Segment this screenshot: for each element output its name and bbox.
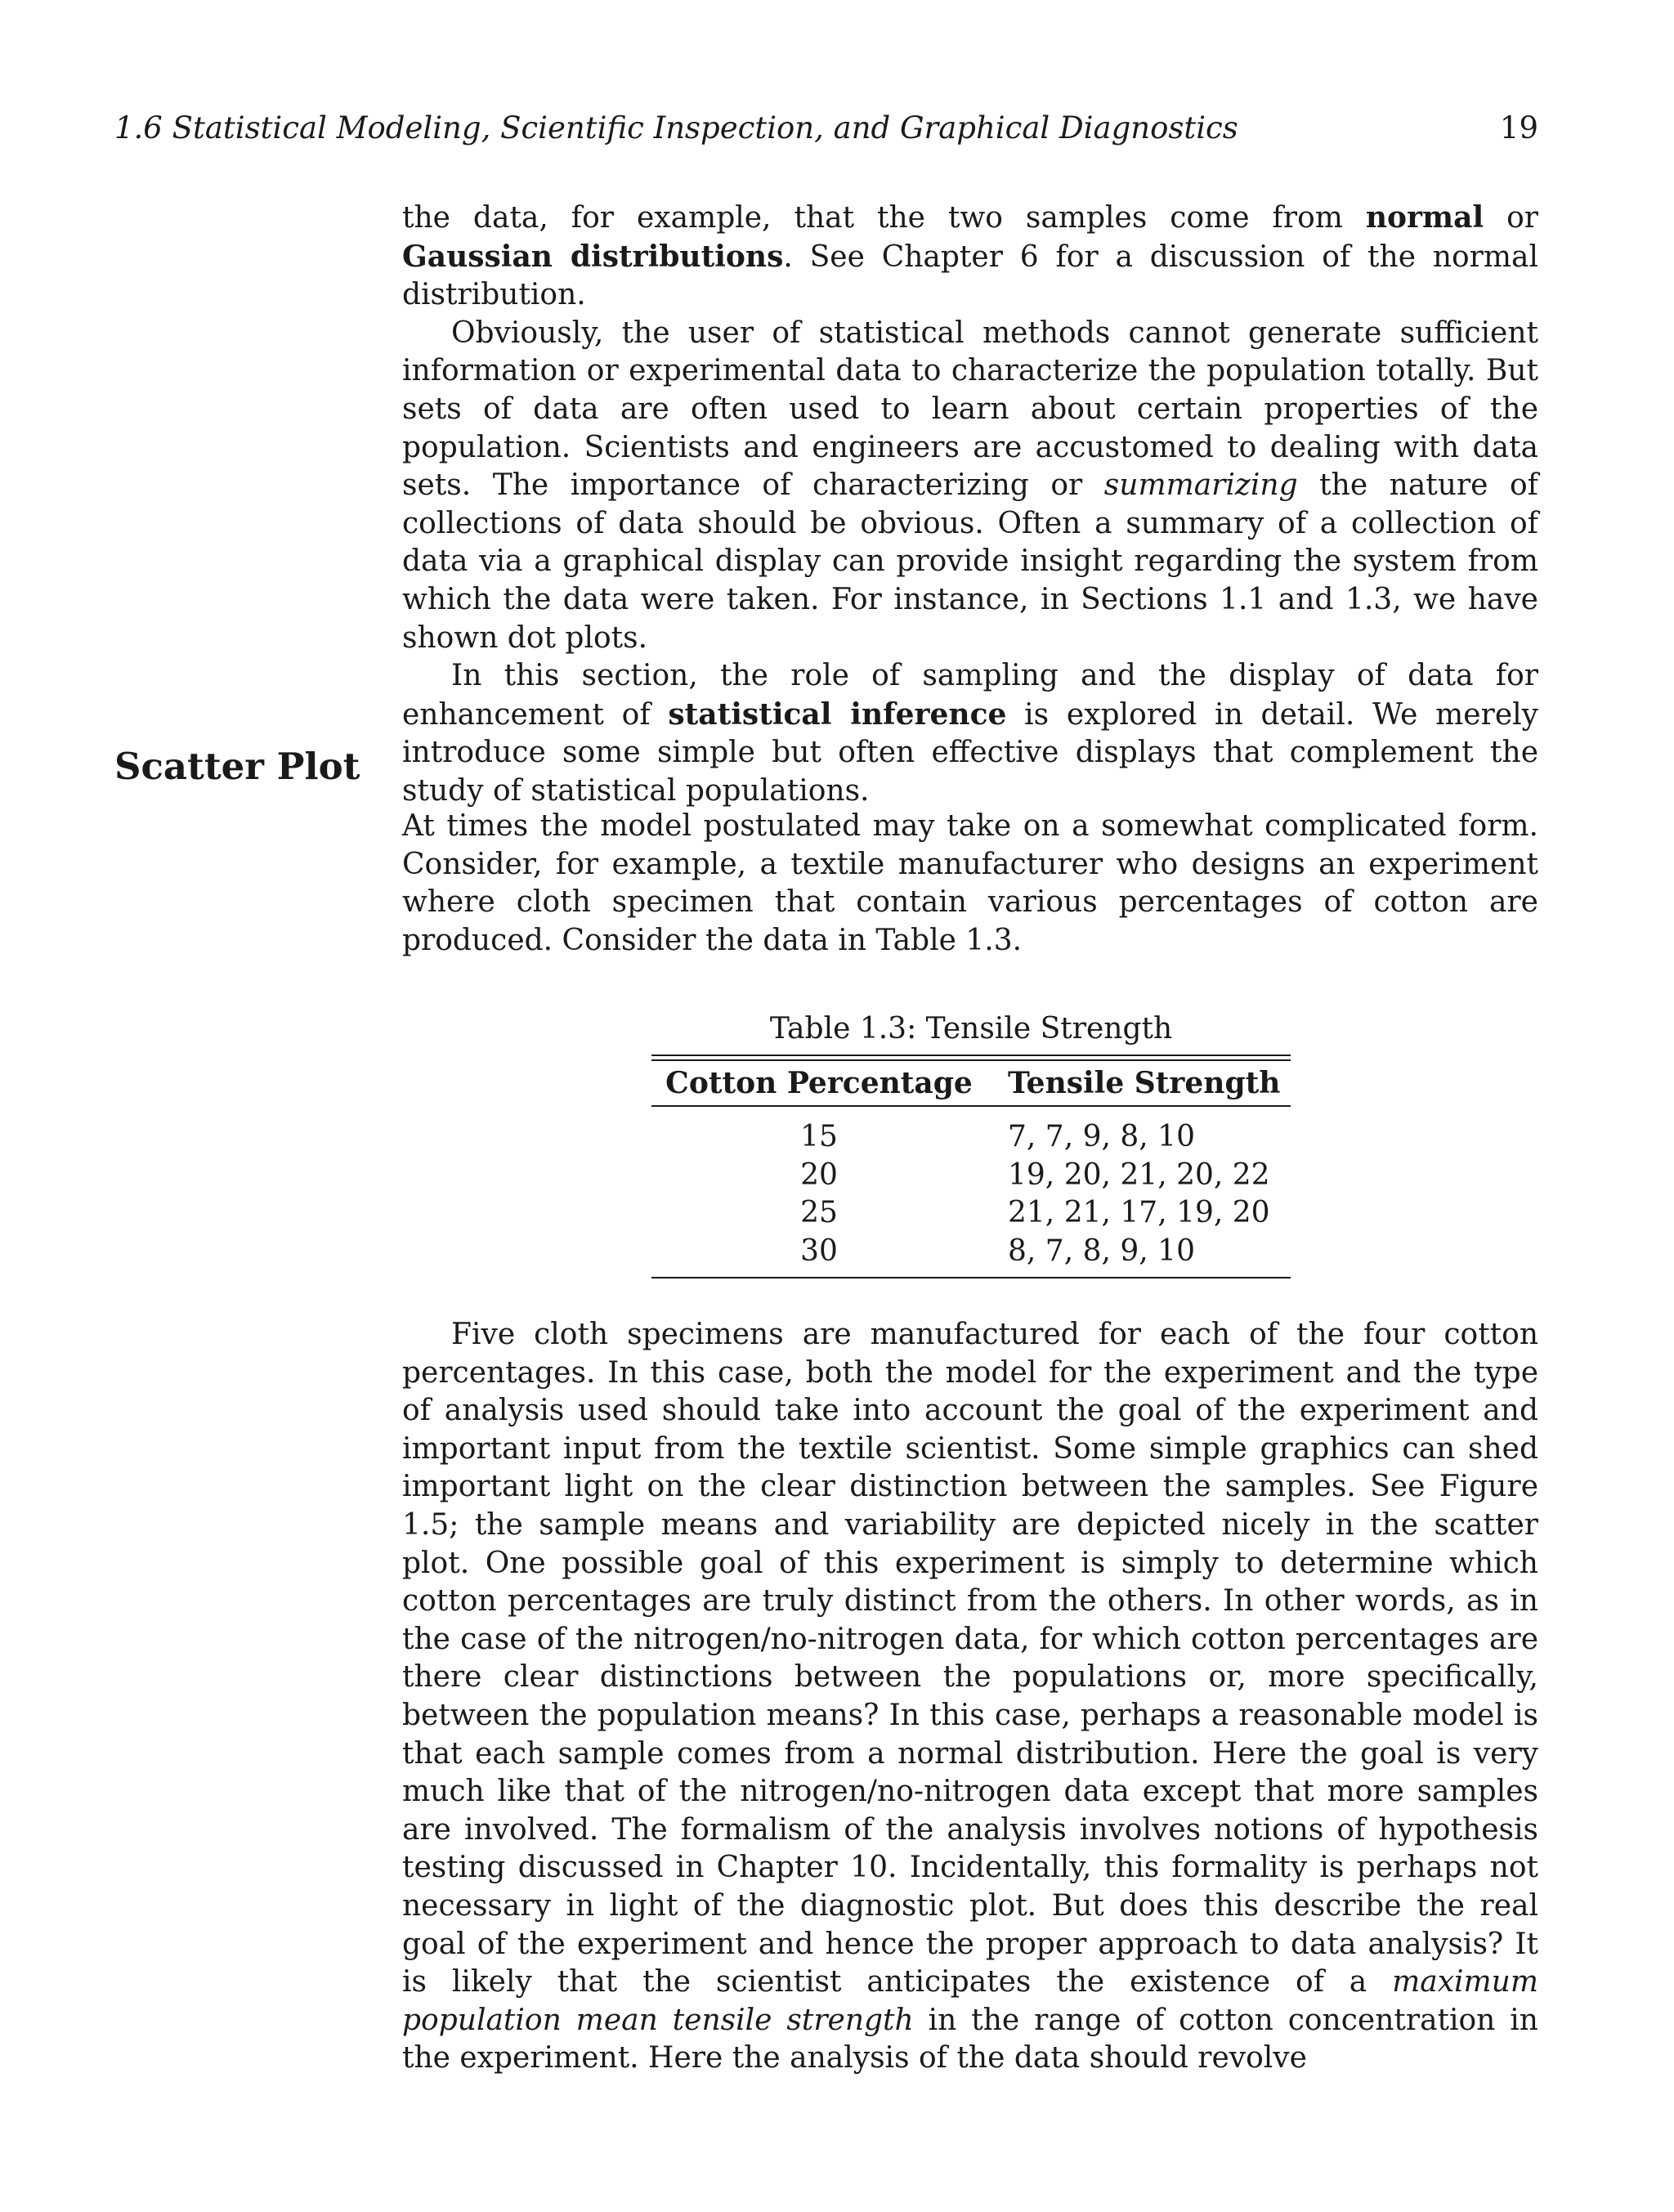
paragraph [402, 199, 1538, 315]
text-run: Five cloth specimens are manufactured for each of the four cotton percentages. In this case, both the model for the experiment and the type of analysis used should take into account the goal of the experiment and important input from the textile scientist. Some simple graphics can shed important light on the clear distinction between the samples. See Figure 1.5; the sample means and variability are depicted nicely in the scatter plot. One possible goal of this experiment is simply to determine which cotton percentages are truly distinct from the others. In other words, as in the case of the nitrogen/no-nitrogen data, for which cotton percentages are there clear distinctions between the populations or, more specifically, between the population means? In this case, perhaps a reasonable model is that each sample comes from a normal distribution. Here the goal is very much like that of the nitrogen/no-nitrogen data except that more samples are involved. The formalism of the analysis involves notions of hypothesis testing discussed in Chapter 10. Incidentally, this formality is perhaps not necessary in light of the diagnostic plot. But does this describe the real goal of the experiment and hence the proper approach to data analysis? It is likely that the scientist anticipates the existence of a [402, 1318, 1538, 1999]
text-run: In this section, the role of sampling and the display of data for enhancement of [402, 659, 1538, 732]
table-cell: 30 [800, 1234, 838, 1268]
paragraph: At times the model postulated may take on a somewhat complicated form. Consider, for example, a textile manufacturer who designs an experiment where cloth specimen that contain various percentages of cotton are produced. Consider the data in Table 1.3. [402, 809, 1538, 957]
paragraph [402, 315, 1538, 657]
table-cell: 7, 7, 9, 8, 10 [1008, 1120, 1195, 1153]
text-run: the nature of collections of data should be obvious. Often a summary of a collection of data via a graphical display can provide insight regarding the system from which the data were taken. For instance, in Sections 1.1 and 1.3, we have shown dot plots. [402, 468, 1539, 655]
paragraph [402, 1316, 1538, 2078]
table-row [651, 1233, 1291, 1271]
section-heading: Scatter Plot [114, 745, 360, 788]
paragraph [402, 657, 1538, 810]
table-row [651, 1194, 1291, 1233]
italic-term: maximum population mean tensile strength [402, 1965, 1538, 2037]
table-cell: 19, 20, 21, 20, 22 [1008, 1157, 1270, 1192]
tensile-strength-table [651, 1055, 1291, 1278]
text-run: the data, for example, that the two samples come from [402, 201, 1366, 235]
table-cell: 20 [800, 1157, 838, 1192]
text-run: Obviously, the user of statistical methods cannot generate sufficient information or experimental data to characterize the population totally. But sets of data are often used to learn about certain properties of the population. Scientists and engineers are accustomed to dealing with data sets. The importance of characterizing or [402, 316, 1538, 503]
text-run: or [1484, 201, 1538, 235]
text-run: in the range of cotton concentration in the experiment. Here the analysis of the data should revolve [402, 2003, 1538, 2075]
discussion-text-block [402, 1316, 1538, 2078]
bold-term: Gaussian distributions [402, 239, 784, 274]
table-cell: 15 [800, 1120, 838, 1153]
running-head [114, 109, 1538, 148]
bold-term: statistical inference [668, 696, 1007, 732]
table-row [651, 1118, 1291, 1157]
table-caption: Table 1.3: Tensile Strength [769, 1012, 1173, 1046]
table-cell: 25 [800, 1196, 838, 1229]
table-row [651, 1157, 1291, 1195]
table-header-cell: Cotton Percentage [665, 1066, 973, 1100]
bold-term: normal [1365, 200, 1484, 235]
table-header-cell: Tensile Strength [1008, 1066, 1281, 1100]
text-run: . See Chapter 6 for a discussion of the normal distribution. [402, 240, 1539, 312]
scatter-plot-intro-block [402, 808, 1538, 960]
text-run: is explored in detail. We merely introduce some simple but often effective displays that complement the study of statistical populations. [402, 697, 1538, 808]
table-bottom-rule [651, 1277, 1291, 1278]
table-cell: 8, 7, 8, 9, 10 [1008, 1234, 1195, 1268]
intro-text-block [402, 199, 1538, 811]
table-header-row [651, 1061, 1291, 1105]
table-cell: 21, 21, 17, 19, 20 [1008, 1196, 1270, 1229]
italic-term: summarizing [1103, 468, 1298, 503]
table-top-rule [651, 1055, 1291, 1061]
table-body [651, 1107, 1291, 1277]
page-number: 19 [1499, 110, 1538, 146]
running-head-title: 1.6 Statistical Modeling, Scientific Inspection, and Graphical Diagnostics [114, 110, 1238, 146]
